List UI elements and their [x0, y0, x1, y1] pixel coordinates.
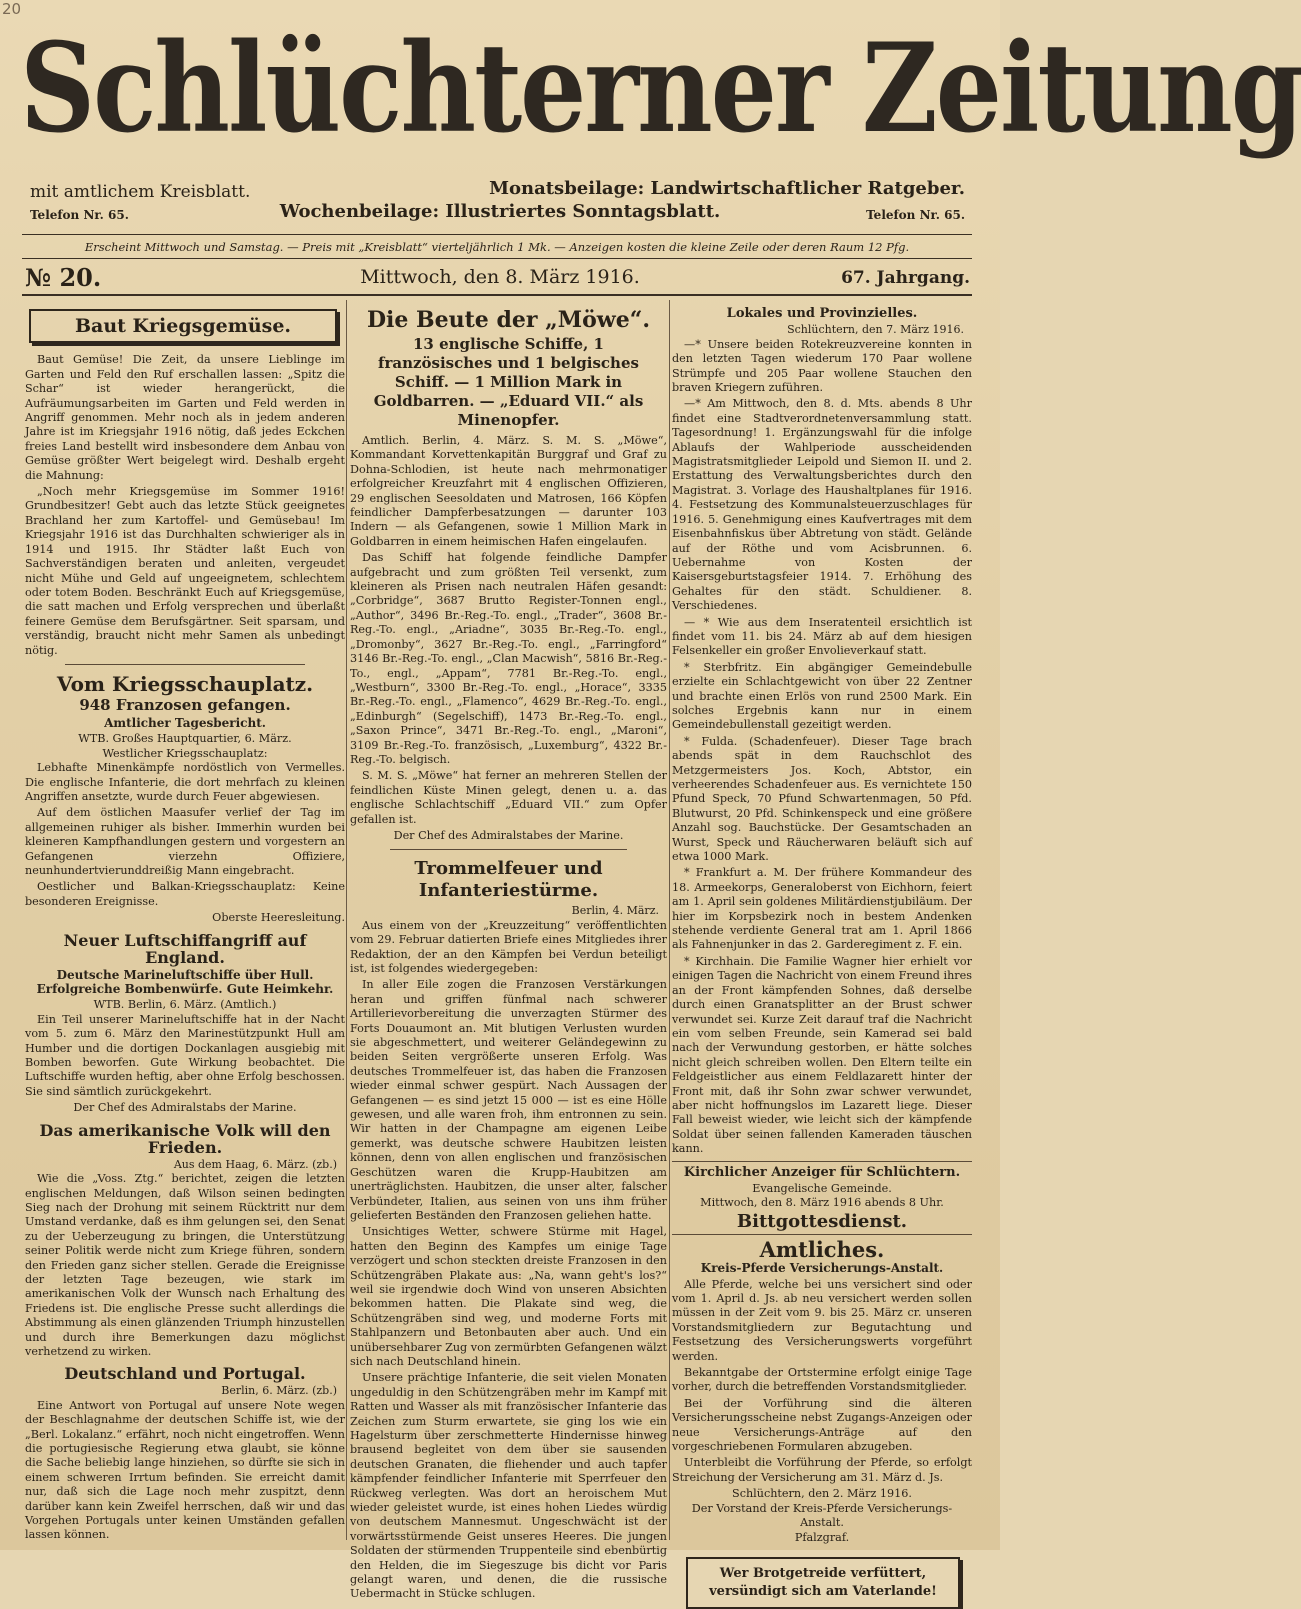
- masthead-sub-right: Monatsbeilage: Landwirtschaftlicher Ratgeber.: [489, 178, 965, 199]
- separator: [65, 664, 305, 665]
- article-paragraph: Oestlicher und Balkan-Kriegsschauplatz: Keine besonderen Ereignisse.: [25, 880, 345, 908]
- announcement-signature: Der Vorstand der Kreis-Pferde Versicherungs-Anstalt.: [691, 1501, 953, 1530]
- dateline: Berlin, 4. März.: [571, 904, 659, 918]
- article-paragraph: —* Unsere beiden Rotekreuzvereine konnten in den letzten Tagen wiederum 170 Paar wollene Strümpfe und 205 Paar wollene Stauchen den braven Kriegern zuführen.: [672, 337, 972, 395]
- article-paragraph: Bei der Vorführung sind die älteren Versicherungsscheine nebst Zugangs-Anzeigen oder neue Versicherungs-Anträge auf den vorgeschriebenen Formularen abzugeben.: [672, 1396, 972, 1454]
- page-number: 20: [2, 0, 22, 18]
- box-line-2: versündigt sich am Vaterlande!: [709, 1583, 937, 1599]
- article-paragraph: Unsichtiges Wetter, schwere Stürme mit Hagel, hatten den Beginn des Kampfes um einige Tage verzögert und schon steckten dreiste Franzosen in den Schützengräben Plakate aus: „Na, wann geht's los?“ weil sie irgendwie doch Wind von unseren Absichten bekommen hatten. Die Plakate sind weg, die Schützengräben sind weg, und moderne Forts mit Stahlpanzern und Betonbauten aber auch. Und ein unübersehbarer Zug von zermürbten Gefangenen wälzt sich nach Deutschland hinein.: [350, 1225, 667, 1368]
- article-paragraph: * Frankfurt a. M. Der frühere Kommandeur des 18. Armeekorps, Generaloberst von Eichhorn, feiert am 1. April sein goldenes Militärdienstjubiläum. Der hier im Korpsbezirk noch in bestem Andenken stehende verdiente General trat am 1. April 1866 als Fahnenjunker in das 2. Garderegiment z. F. ein.: [672, 866, 972, 952]
- headline-kirchlich: Kirchlicher Anzeiger für Schlüchtern.: [683, 1164, 961, 1180]
- section-label: Westlicher Kriegsschauplatz:: [102, 746, 268, 760]
- article-paragraph: Lebhafte Minenkämpfe nordöstlich von Vermelles. Die englische Infanterie, die dort mehrfach zu kleinen Angriffen ansetzte, wurde durch Feuer abgewiesen.: [25, 761, 345, 803]
- separator: [390, 849, 627, 850]
- subheadline-gefangen: 948 Franzosen gefangen.: [79, 695, 291, 714]
- brotgetreide-box: [686, 1557, 960, 1609]
- masthead-title: Schlüchterner Zeitung: [20, 15, 1301, 161]
- article-paragraph: Bekanntgabe der Ortstermine erfolgt einige Tage vorher, durch die betreffenden Vorstandsmitglieder.: [672, 1366, 972, 1394]
- article-paragraph: * Sterbfritz. Ein abgängiger Gemeindebulle erzielte ein Schlachtgewicht von über 22 Zentner und brachte einen Erlös von rund 2500 Mark. Ein solches Ergebnis kann nur in einem Gemeindebullenstall gezeitigt werden.: [672, 660, 972, 732]
- subheadline-tagesbericht: Amtlicher Tagesbericht.: [104, 715, 266, 730]
- box-title-kriegsgemuese: Baut Kriegsgemüse.: [29, 309, 337, 343]
- rule-top: [22, 234, 972, 235]
- article-paragraph: Aus einem von der „Kreuzzeitung“ veröffentlichten vom 29. Februar datierten Briefe eines Mitgliedes ihrer Redaktion, der an den Kämpfen bei Verdun beteiligt ist, ist folgendes wiedergegeben:: [350, 918, 667, 975]
- phone-left: Telefon Nr. 65.: [30, 208, 129, 222]
- issue-date: Mittwoch, den 8. März 1916.: [360, 266, 640, 288]
- column-rule-1: [346, 300, 347, 1540]
- article-paragraph: Wie die „Voss. Ztg.“ berichtet, zeigen die letzten englischen Meldungen, daß Wilson seinen bedingten Sieg nach der Drohung mit seinem Rücktritt nur dem Umstand verdanke, daß es ihm gelungen sei, den Senat zu der Ueberzeugung zu bringen, die Unterstützung seiner Politik werde nicht zum Kriege führen, sondern den Frieden ganz sicher stellen. Gerade die Ereignisse der letzten Tage bezeugen, wie stark im amerikanischen Volk der Wunsch nach Erhaltung des Friedens ist. Die englische Presse sucht allerdings die Abstimmung als einen glänzenden Triumph hinzustellen und durch ihre Bemerkungen dazu möglichst verhetzend zu wirken.: [25, 1172, 345, 1358]
- issue-volume: 67. Jahrgang.: [841, 268, 970, 288]
- signature: Der Chef des Admiralstabs der Marine.: [73, 1101, 297, 1115]
- masthead-sub-left: mit amtlichem Kreisblatt.: [30, 182, 251, 202]
- article-paragraph: S. M. S. „Möwe“ hat ferner an mehreren Stellen der feindlichen Küste Minen gelegt, denen u. a. das englische Schlachtschiff „Eduard VII.“ zum Opfer gefallen ist.: [350, 769, 667, 826]
- headline-portugal: Deutschland und Portugal.: [64, 1364, 306, 1384]
- column-1: [25, 305, 345, 1545]
- church-date: Mittwoch, den 8. März 1916 abends 8 Uhr.: [700, 1196, 944, 1210]
- church-subtitle: Evangelische Gemeinde.: [752, 1181, 892, 1195]
- dateline: Schlüchtern, den 7. März 1916.: [787, 323, 964, 337]
- rule-mid: [22, 258, 972, 259]
- headline-amtliches: Amtliches.: [759, 1236, 885, 1262]
- article-paragraph: * Fulda. (Schadenfeuer). Dieser Tage brach abends spät in dem Rauchschlot des Metzgermeisters Jos. Koch, Abtstor, ein verheerendes Schadenfeuer aus. Es vernichtete 150 Pfund Speck, 70 Pfund Schwartenmagen, 50 Pfd. Blutwurst, 20 Pfd. Schinkenspeck und eine größere Anzahl sog. Bauchstücke. Der Gesamtschaden an Wurst, Speck und Räucherwaren beläuft sich auf etwa 1000 Mark.: [672, 734, 972, 864]
- issue-number: № 20.: [25, 263, 102, 292]
- publication-note: Erscheint Mittwoch und Samstag. — Preis mit „Kreisblatt“ vierteljährlich 1 Mk. — Anzeigen kosten die kleine Zeile oder deren Raum 12 Pfg.: [84, 240, 910, 254]
- phone-right: Telefon Nr. 65.: [866, 208, 965, 222]
- article-paragraph: Baut Gemüse! Die Zeit, da unsere Lieblinge im Garten und Feld den Ruf erschallen lassen: „Spitz die Schar“ ist wieder herangerückt, die Aufräumungsarbeiten im Garten und Feld werden in Angriff genommen. Mehr noch als in jedem anderen Jahre ist im Kriegsjahr 1916 nötig, daß jedes Eckchen freies Land bestellt wird insbesondere dem Anbau von Gemüse größter Wert beigelegt wird. Deshalb ergeht die Mahnung:: [25, 353, 345, 482]
- separator: [672, 1161, 972, 1162]
- headline-moewe: Die Beute der „Möwe“.: [366, 307, 651, 333]
- rule-bottom: [22, 294, 972, 296]
- dateline: Aus dem Haag, 6. März. (zb.): [173, 1157, 337, 1171]
- article-paragraph: * Kirchhain. Die Familie Wagner hier erhielt vor einigen Tagen die Nachricht von einem Freund ihres an der Front kämpfenden Sohnes, daß derselbe durch einen Granatsplitter an der Brust schwer verwundet sei. Kurze Zeit darauf traf die Nachricht ein vom selben Freunde, sein Kamerad sei bald nach der Verwundung gestorben, er hätte solches nicht gleich schreiben wollen. Den Eltern teilte ein Feldgeistlicher aus einem Feldlazarett hinter der Front mit, daß ihr Sohn zwar schwer verwundet, aber nicht hoffnungslos im Lazarett liege. Dieser Fall beweist wieder, wie leicht sich der kämpfende Soldat über seinen fallenden Kameraden täuschen kann.: [672, 954, 972, 1156]
- signature: Der Chef des Admiralstabes der Marine.: [393, 828, 624, 842]
- headline-versicherung: Kreis-Pferde Versicherungs-Anstalt.: [700, 1261, 944, 1276]
- column-3: [672, 305, 972, 1609]
- box-line-1: Wer Brotgetreide verfüttert,: [719, 1565, 927, 1581]
- masthead-weekly: Wochenbeilage: Illustriertes Sonntagsblatt.: [279, 201, 721, 222]
- announcement-name: Pfalzgraf.: [794, 1530, 850, 1544]
- lead-moewe: 13 englische Schiffe, 1 französisches und 1 belgisches Schiff. — 1 Million Mark in Goldbarren. — „Eduard VII.“ als Minenopfer.: [373, 335, 644, 429]
- announcement-date: Schlüchtern, den 2. März 1916.: [732, 1487, 912, 1501]
- headline-trommelfeuer: Trommelfeuer und Infanteriestürme.: [414, 858, 603, 902]
- column-2: [350, 305, 667, 1604]
- signature: Oberste Heeresleitung.: [212, 911, 345, 925]
- headline-amerika: Das amerikanische Volk will den Frieden.: [39, 1120, 331, 1157]
- separator: [672, 1234, 972, 1235]
- headline-bittgottesdienst: Bittgottesdienst.: [736, 1210, 908, 1232]
- article-paragraph: „Noch mehr Kriegsgemüse im Sommer 1916! Grundbesitzer! Gebt auch das letzte Stück geeignetes Brachland her zum Kartoffel- und Gemüsebau! Im Kriegsjahr 1916 ist das Durchhalten schwieriger als in 1914 und 1915. Ihr Städter laßt Euch von Sachverständigen beraten und anleiten, vergeudet nicht Mühe und Geld auf ungeeignetem, schlechtem oder totem Boden. Beschränkt Euch auf Kriegsgemüse, die satt machen und Erfolg versprechen und überlaßt feinere Gemüse dem Berufsgärtner. Seit sparsam, und verständig, braucht nicht mehr Samen als unbedingt nötig.: [25, 485, 345, 657]
- article-paragraph: Eine Antwort von Portugal auf unsere Note wegen der Beschlagnahme der deutschen Schiffe ist, wie der „Berl. Lokalanz.“ erfährt, noch nicht eingetroffen. Wenn die portugiesische Regierung etwa glaubt, sie könne die Sache beliebig lange hinziehen, so dürfte sie sich in einem schweren Irrtum befinden. Sie erreicht damit nur, daß sich die Lage noch mehr zuspitzt, denn darüber kann kein Zweifel herrschen, daß wir und das Vorgehen Portugals unter keinen Umständen gefallen lassen können.: [25, 1398, 345, 1542]
- article-paragraph: — * Wie aus dem Inseratenteil ersichtlich ist findet vom 11. bis 24. März ab auf dem hiesigen Felsenkeller ein großer Envolieverkauf statt.: [672, 615, 972, 658]
- article-paragraph: Amtlich. Berlin, 4. März. S. M. S. „Möwe“, Kommandant Korvettenkapitän Burggraf und Graf zu Dohna-Schlodien, ist heute nach mehrmonatiger erfolgreicher Kreuzfahrt mit 4 englischen Offizieren, 29 englischen Seesoldaten und Matrosen, 166 Köpfen feindlicher Dampferbesatzungen — darunter 103 Indern — als Gefangenen, sowie 1 Million Mark in Goldbarren in einem heimischen Hafen eingelaufen.: [350, 434, 667, 548]
- headline-lokales: Lokales und Provinzielles.: [726, 306, 918, 321]
- subheadline-luftschiff: Deutsche Marineluftschiffe über Hull. Erfolgreiche Bombenwürfe. Gute Heimkehr.: [36, 967, 334, 997]
- headline-luftschiff: Neuer Luftschiffangriff auf England.: [63, 930, 307, 967]
- dateline: WTB. Berlin, 6. März. (Amtlich.): [93, 998, 277, 1012]
- dateline: WTB. Großes Hauptquartier, 6. März.: [78, 732, 292, 746]
- article-paragraph: —* Am Mittwoch, den 8. d. Mts. abends 8 Uhr findet eine Stadtverordnetenversammlung statt. Tagesordnung! 1. Ergänzungswahl für die infolge Ablaufs der Wahlperiode ausscheidenden Magistratsmitglieder Leipold und Siemon II. und 2. Erstattung des Verwaltungsberichtes durch den Magistrat. 3. Vorlage des Haushaltplanes für 1916. 4. Festsetzung des Kommunalsteuerzuschlages für 1916. 5. Genehmigung eines Kaufvertrages mit dem Eisenbahnfiskus über Abtretung von städt. Gelände auf der Röthe und vom Acisbrunnen. 6. Uebernahme von Kosten der Kaisersgeburtstagsfeier 1914. 7. Erhöhung des Gehaltes für den städt. Schuldiener. 8. Verschiedenes.: [672, 397, 972, 613]
- article-paragraph: Das Schiff hat folgende feindliche Dampfer aufgebracht und zum größten Teil versenkt, zum kleineren als Prisen nach neutralen Häfen gesandt: „Corbridge“, 3687 Brutto Register-Tonnen engl., „Author“, 3496 Br.-Reg.-To. engl., „Trader“, 3608 Br.-Reg.-To. engl., „Ariadne“, 3035 Br.-Reg.-To. engl., „Dromonby“, 3627 Br.-Reg.-To. engl., „Farringford“ 3146 Br.-Reg.-To. engl., „Clan Macwish“, 5816 Br.-Reg.-To., engl., „Appam“, 7781 Br.-Reg.-To. engl., „Westburn“, 3300 Br.-Reg.-To. engl., „Horace“, 3335 Br.-Reg.-To. engl., „Flamenco“, 4629 Br.-Reg.-To. engl., „Edinburgh“ (Segelschiff), 1473 Br.-Reg.-To. engl., „Saxon Prince“, 3471 Br.-Reg.-To. engl., „Maroni“, 3109 Br.-Reg.-To. französisch, „Luxemburg“, 4322 Br.-Reg.-To. belgisch.: [350, 551, 667, 766]
- article-paragraph: Unsere prächtige Infanterie, die seit vielen Monaten ungeduldig in den Schützengräben mehr im Kampf mit Ratten und Wasser als mit französischer Infanterie das Zeichen zum Sturm erwartete, sie ging los wie ein Hagelsturm über zerschmetterte Hindernisse hinweg brausend begleitet von dem über sie sausenden deutschen Granaten, die fliehender und auch tapfer kämpfender feindlicher Infanterie mit Sperrfeuer den Rückweg verlegten. Was dort an heroischem Mut wieder geleistet wurde, ist eines hohen Liedes würdig von deutschem Mannesmut. Ungeschwächt ist der vorwärtsstürmende Geist unseres Heeres. Die jungen Soldaten der stürmenden Truppenteile sind ebenbürtig den Helden, die im Siegeszuge bis dicht vor Paris gelangt waren, und denen, die die russische Uebermacht in Stücke schlugen.: [350, 1371, 667, 1601]
- article-paragraph: Unterbleibt die Vorführung der Pferde, so erfolgt Streichung der Versicherung am 31. März d. Js.: [672, 1456, 972, 1484]
- article-paragraph: Auf dem östlichen Maasufer verlief der Tag im allgemeinen ruhiger als bisher. Immerhin wurden bei kleineren Kampfhandlungen gestern und vorgestern an Gefangenen vierzehn Offiziere, neunhundertvierunddreißig Mann eingebracht.: [25, 806, 345, 877]
- article-paragraph: Ein Teil unserer Marineluftschiffe hat in der Nacht vom 5. zum 6. März den Marinestützpunkt Hull am Humber und die dortigen Dockanlagen ausgiebig mit Bomben beworfen. Gute Wirkung beobachtet. Die Luftschiffe wurden heftig, aber ohne Erfolg beschossen. Sie sind sämtlich zurückgekehrt.: [25, 1012, 345, 1098]
- column-rule-2: [669, 300, 670, 1540]
- headline-kriegsschauplatz: Vom Kriegsschauplatz.: [56, 671, 314, 696]
- article-paragraph: In aller Eile zogen die Franzosen Verstärkungen heran und griffen fünfmal nach schwerer Artillerievorbereitung die unverzagten Stürmer des Forts Douaumont an. Mit blutigen Verlusten wurden sie abgeschmettert, und weiterer Geländegewinn zu beiden Seiten vergrößerte unseren Erfolg. Was deutsches Trommelfeuer ist, das haben die Franzosen wieder einmal schwer gespürt. Nach Aussagen der Gefangenen — es sind jetzt 15 000 — ist es eine Hölle gewesen, und alle waren froh, ihm entronnen zu sein. Wir hatten in der Champagne am eigenen Leibe gemerkt, was deutsche schwere Haubitzen leisten können, denn von allen englischen und französischen Geschützen waren die Krupp-Haubitzen am unerträglichsten. Haubitzen, die unser alter, falscher Verbündeter, Italien, aus seinen von uns ihm früher gelieferten Beständen den Franzosen geliehen hatte.: [350, 978, 667, 1222]
- dateline: Berlin, 6. März. (zb.): [221, 1384, 337, 1398]
- article-paragraph: Alle Pferde, welche bei uns versichert sind oder vom 1. April d. Js. ab neu versichert werden sollen müssen in der Zeit vom 9. bis 25. März cr. unseren Vorstandsmitgliedern zur Begutachtung und Festsetzung des Versicherungswerts vorgeführt werden.: [672, 1277, 972, 1363]
